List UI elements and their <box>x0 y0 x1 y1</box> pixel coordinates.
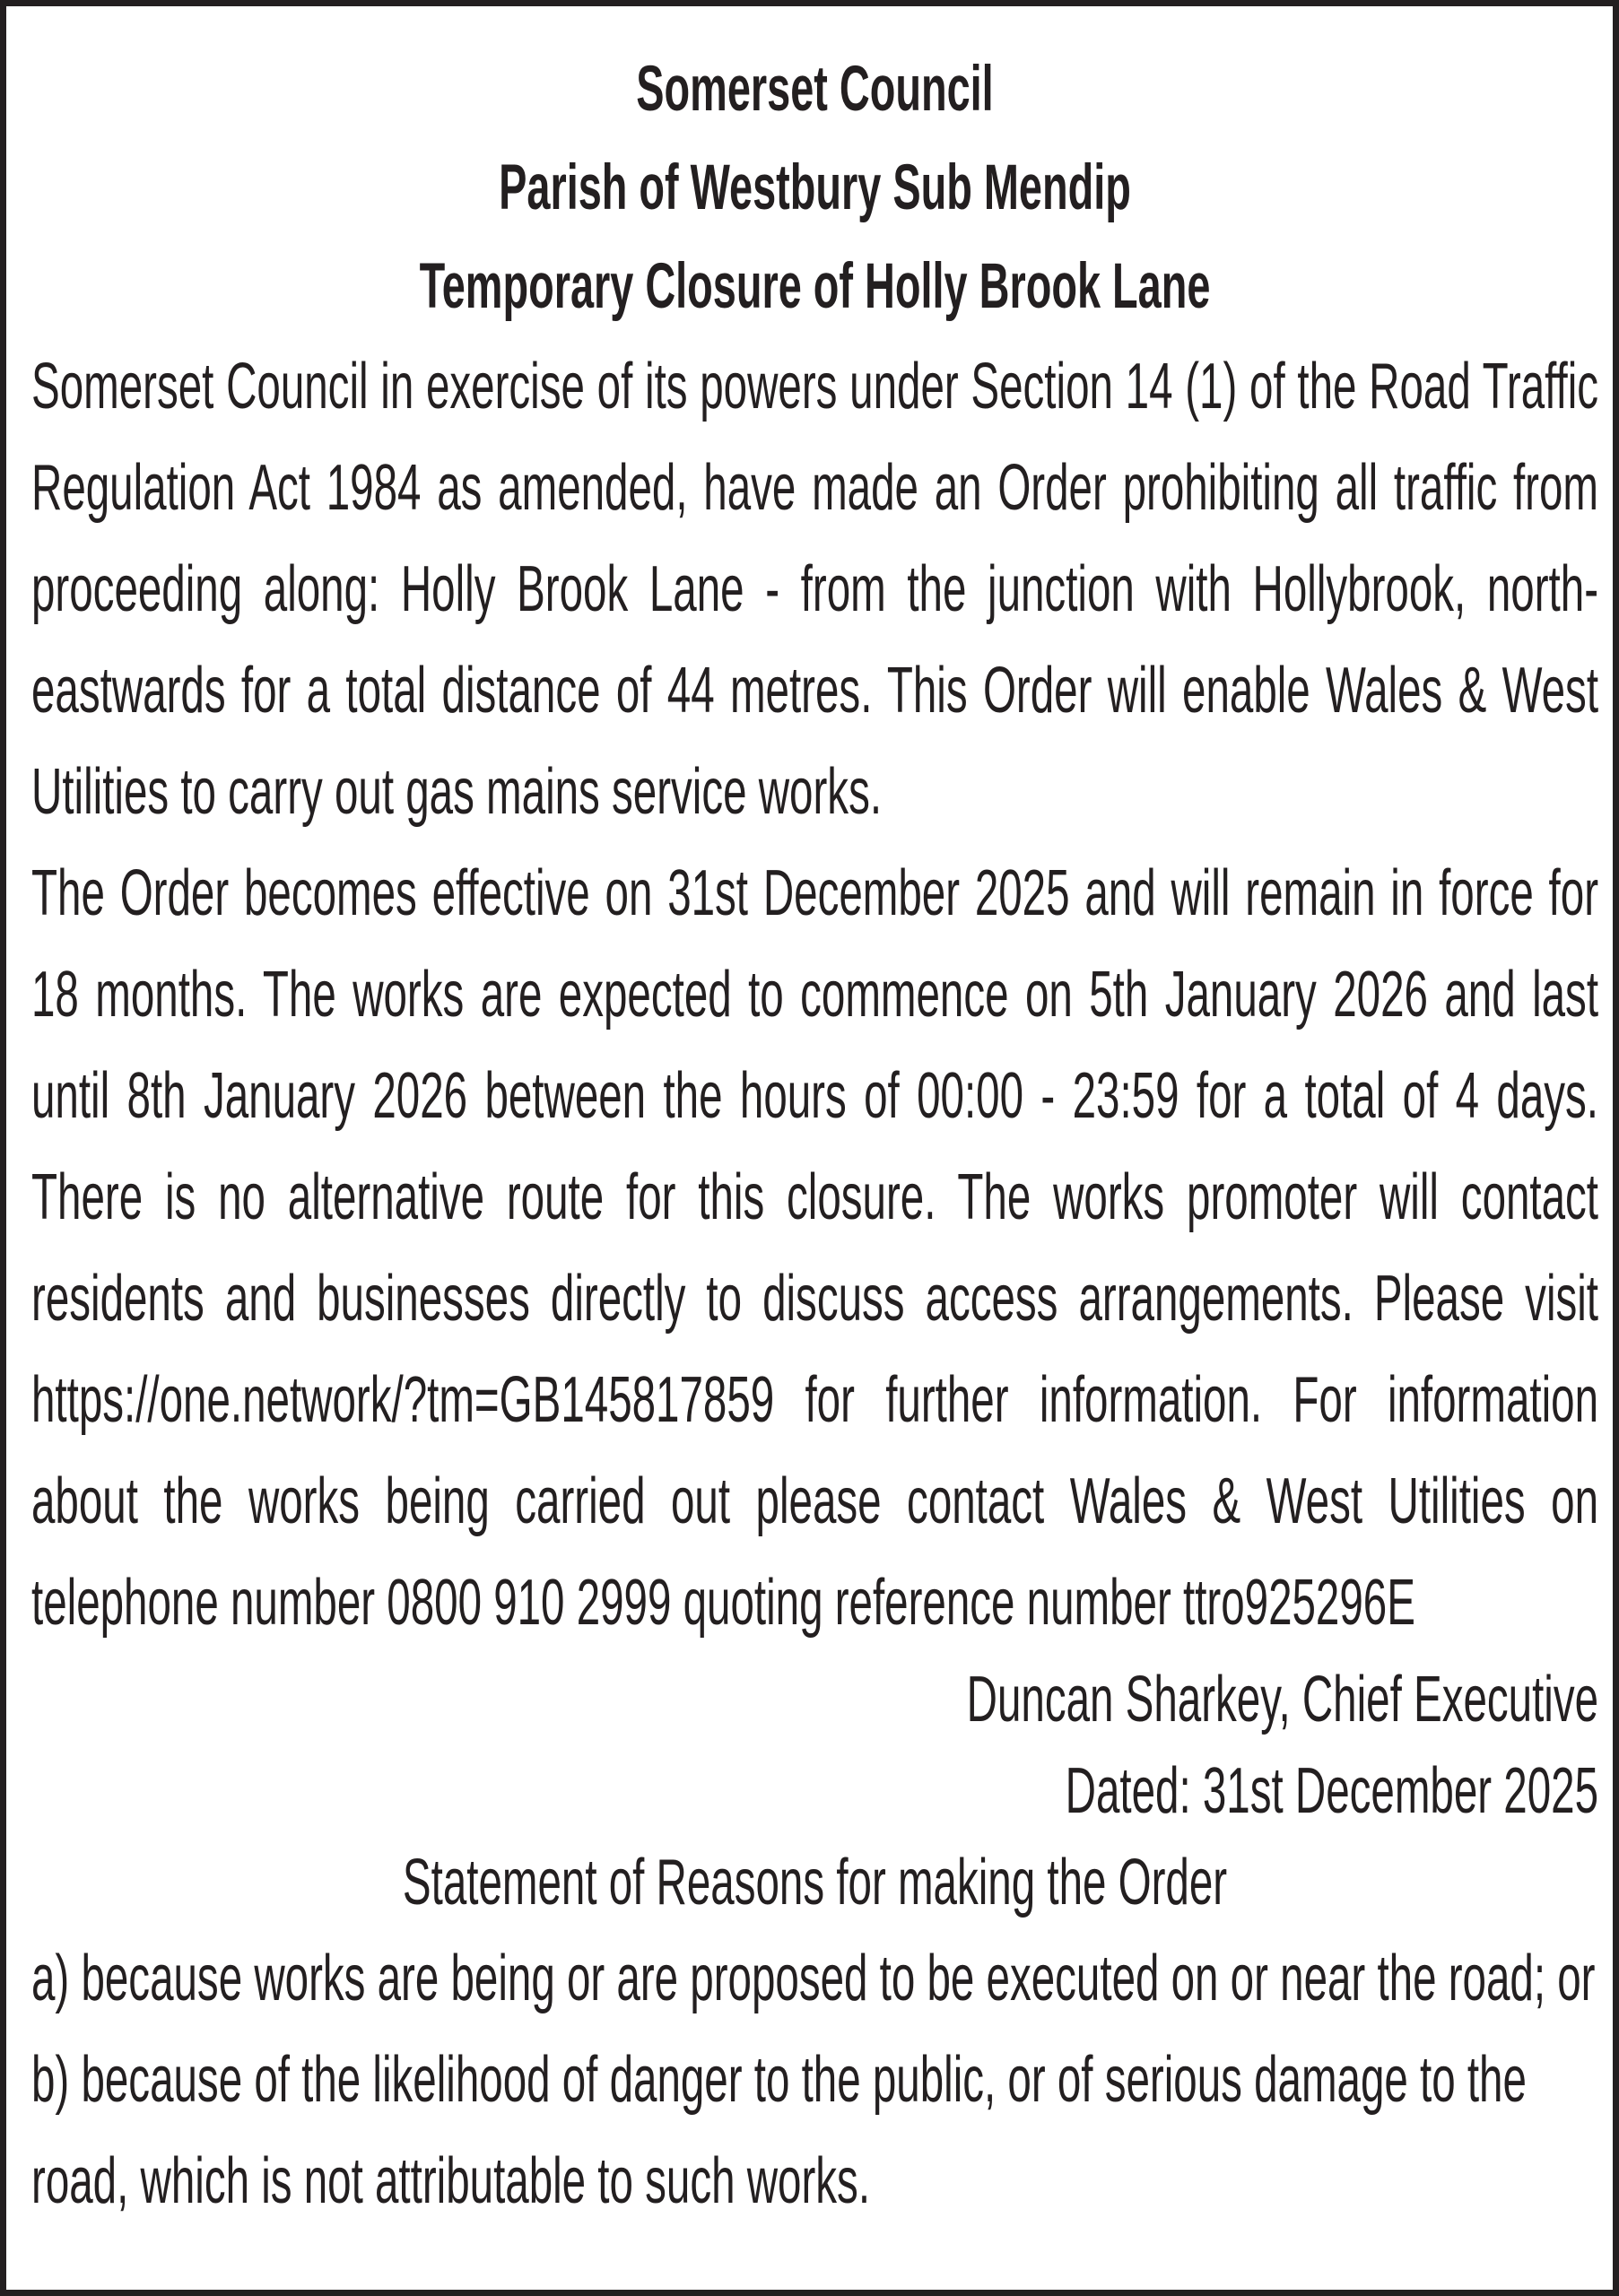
reasons-title: Statement of Reasons for making the Order <box>402 1847 1228 1918</box>
notice-content <box>31 40 1598 2232</box>
details-paragraph: The Order becomes effective on 31st December 2025 and will remain in force for 18 months. The works are expected to commence on 5th January 2026 and last until 8th January 2026 between the hours of 00:00 - 23:59 for a total of 4 days. There is no alternative route for this closure. The works promoter will contact residents and businesses directly to discuss access arrangements. Please visit https://one.network/?tm=GB145817859 for further information. For information about the works being carried out please contact Wales & West Utilities on telephone number 0800 910 2999 quoting reference number ttro925296E <box>31 857 1599 1639</box>
signatory: Duncan Sharkey, Chief Executive <box>966 1664 1599 1735</box>
council-name: Somerset Council <box>636 54 994 125</box>
reason-item: a) because works are being or are proposed to be executed on or near the road; or <box>31 1943 1596 2014</box>
reason-item: b) because of the likelihood of danger to the public, or of serious damage to the road, which is not attributable to such works. <box>31 2044 1527 2217</box>
notice-title: Temporary Closure of Holly Brook Lane <box>419 251 1211 322</box>
date-line: Dated: 31st December 2025 <box>1065 1755 1599 1827</box>
parish-name: Parish of Westbury Sub Mendip <box>499 152 1131 223</box>
notice-text-block <box>31 40 1598 2232</box>
order-paragraph: Somerset Council in exercise of its powers under Section 14 (1) of the Road Traffic Regulation Act 1984 as amended, have made an Order prohibiting all traffic from proceeding along: Holly Brook Lane - from the junction with Hollybrook, north-eastwards for a total distance of 44 metres. This Order will enable Wales & West Utilities to carry out gas mains service works. <box>31 351 1599 828</box>
